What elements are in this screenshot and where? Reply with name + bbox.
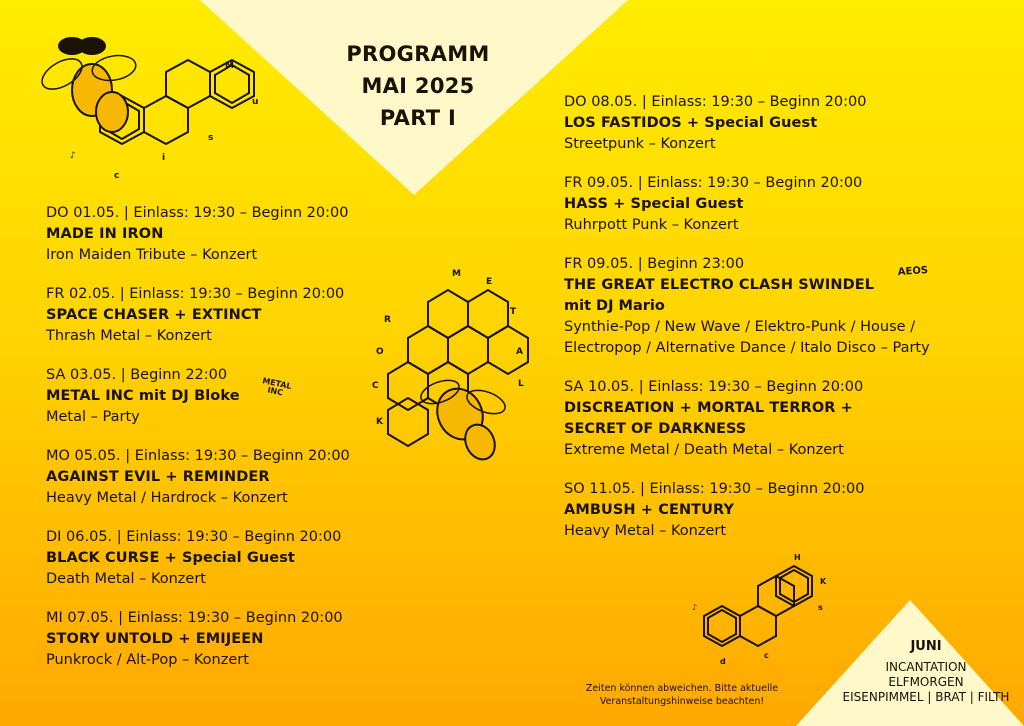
event-name: AGAINST EVIL + REMINDER [46,469,270,485]
svg-text:♪: ♪ [692,603,698,612]
june-title: JUNI [910,639,942,654]
event-name: STORY UNTOLD + EMIJEEN [46,631,264,647]
june-preview [828,638,1024,705]
svg-text:M: M [225,61,234,71]
svg-text:d: d [720,657,726,666]
event-genre-continued: Electropop / Alternative Dance / Italo Disco – Party [564,340,930,356]
event-date: SA 10.05. | Einlass: 19:30 – Beginn 20:00 [564,379,864,395]
event-genre: Ruhrpott Punk – Konzert [564,217,739,233]
event-name-continued: mit DJ Mario [564,298,665,314]
svg-text:K: K [376,417,383,427]
event-genre: Thrash Metal – Konzert [46,328,212,344]
metal-inc-logo: METAL INC [261,376,293,398]
svg-text:O: O [376,347,384,357]
event-name: BLACK CURSE + Special Guest [46,550,295,566]
svg-text:E: E [486,277,493,287]
june-act: ELFMORGEN [888,675,964,689]
notice-line: Zeiten können abweichen. Bitte aktuelle [585,683,779,694]
svg-text:A: A [516,347,523,357]
event-date: DO 01.05. | Einlass: 19:30 – Beginn 20:00 [46,205,349,221]
event-genre: Synthie-Pop / New Wave / Elektro-Punk / House / [564,319,916,335]
svg-text:i: i [162,153,166,163]
svg-text:c: c [114,171,120,181]
event-date: SA 03.05. | Beginn 22:00 [46,367,228,383]
event-date: DI 06.05. | Einlass: 19:30 – Beginn 20:00 [46,529,342,545]
event-date: MO 05.05. | Einlass: 19:30 – Beginn 20:00 [46,448,350,464]
aeos-logo: AEOS [897,264,929,279]
schedule-notice [562,682,802,708]
title-line-programm: PROGRAMM [346,42,490,66]
event-item [46,284,406,347]
event-name: MADE IN IRON [46,226,164,242]
june-act: INCANTATION [885,660,967,674]
svg-text:L: L [518,379,524,389]
event-item [46,365,406,428]
event-item [46,527,406,590]
event-date: DO 08.05. | Einlass: 19:30 – Beginn 20:00 [564,94,867,110]
event-genre: Death Metal – Konzert [46,571,206,587]
svg-text:♪: ♪ [70,151,76,161]
event-item [564,254,994,359]
svg-text:s: s [208,133,214,143]
event-genre: Heavy Metal / Hardrock – Konzert [46,490,288,506]
event-genre: Streetpunk – Konzert [564,136,716,152]
event-genre: Heavy Metal – Konzert [564,523,727,539]
event-item [46,608,406,671]
event-name-continued: SECRET OF DARKNESS [564,421,747,437]
event-item [564,173,994,236]
svg-text:M: M [452,269,461,279]
title-line-month: MAI 2025 [361,74,475,98]
event-genre: Punkrock / Alt-Pop – Konzert [46,652,249,668]
event-item [46,446,406,509]
event-name: AMBUSH + CENTURY [564,502,735,518]
event-item [564,377,994,461]
events-left-column [46,203,406,689]
event-name: HASS + Special Guest [564,196,744,212]
event-name: DISCREATION + MORTAL TERROR + [564,400,853,416]
event-date: FR 09.05. | Einlass: 19:30 – Beginn 20:00 [564,175,863,191]
svg-text:C: C [372,381,379,391]
event-genre: Metal – Party [46,409,140,425]
page-title [300,38,536,134]
molecule-icon [684,552,834,670]
event-name: METAL INC mit DJ Bloke [46,388,240,404]
bee-molecule-icon [30,28,270,188]
events-right-column [564,92,994,560]
event-date: SO 11.05. | Einlass: 19:30 – Beginn 20:00 [564,481,865,497]
event-name: LOS FASTIDOS + Special Guest [564,115,818,131]
event-item [46,203,406,266]
svg-text:c: c [764,651,769,660]
event-genre: Iron Maiden Tribute – Konzert [46,247,258,263]
event-item [564,479,994,542]
june-act: EISENPIMMEL | BRAT | FILTH [842,690,1010,704]
event-date: FR 02.05. | Einlass: 19:30 – Beginn 20:00 [46,286,345,302]
notice-line: Veranstaltungshinweise beachten! [599,696,765,707]
event-name: THE GREAT ELECTRO CLASH SWINDEL [564,277,875,293]
svg-text:T: T [510,307,517,317]
svg-text:s: s [818,603,823,612]
svg-text:K: K [820,577,827,586]
event-date: MI 07.05. | Einlass: 19:30 – Beginn 20:00 [46,610,343,626]
svg-text:u: u [252,97,259,107]
svg-text:H: H [794,553,801,562]
event-item [564,92,994,155]
svg-text:R: R [384,315,391,325]
event-name: SPACE CHASER + EXTINCT [46,307,262,323]
event-date: FR 09.05. | Beginn 23:00 [564,256,745,272]
title-line-part: PART I [379,106,457,130]
event-genre: Extreme Metal / Death Metal – Konzert [564,442,844,458]
